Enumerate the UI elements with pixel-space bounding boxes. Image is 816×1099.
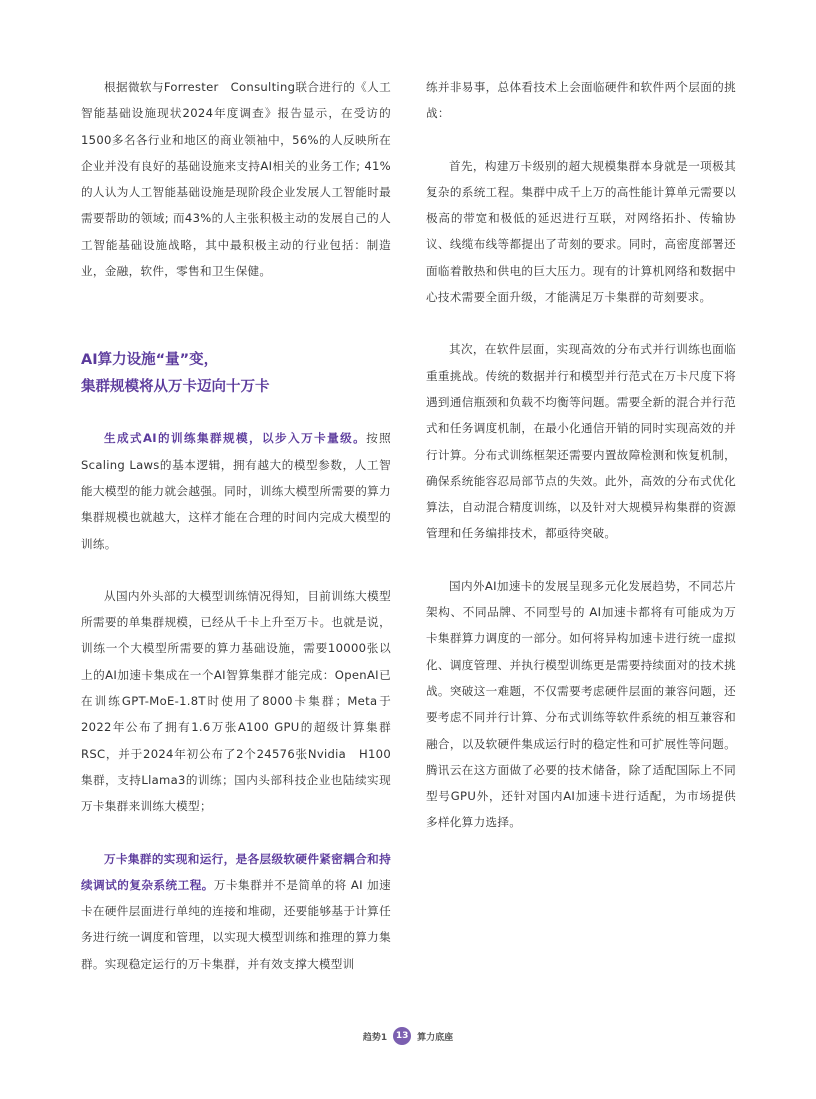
intro-paragraph: 根据微软与Forrester Consulting联合进行的《人工智能基础设施现状2024年度调查》报告显示，在受访的 1500多名各行业和地区的商业领袖中，56%的人反映所在企业并没有良好的基础设施来支持AI相关的业务工作; 41% 的人认为人工智能基础设施是现阶段企业发展人工智能时最需要帮助的领域; 而43%的人主张积极主动的发展自己的人工智能基础设施战略，其中最积极主动的行业包括：制造业，金融，软件，零售和卫生保健。 xyxy=(81,80,391,279)
scaling-highlight: 生成式AI的训练集群规模，以步入万卡量级。 xyxy=(104,431,367,446)
page-footer xyxy=(0,1027,816,1045)
footer-section: 趋势1 xyxy=(362,1032,388,1043)
right-column xyxy=(426,74,736,836)
software-challenge-paragraph: 其次，在软件层面，实现高效的分布式并行训练也面临重重挑战。传统的数据并行和模型并行范式在万卡尺度下将遇到通信瓶颈和负载不均衡等问题。需要全新的混合并行范式和任务调度机制，在最小化通信开销的同时实现高效的并行计算。分布式训练框架还需要内置故障检测和恢复机制，确保系统能容忍局部节点的失效。此外，高效的分布式优化算法，自动混合精度训练，以及针对大规模异构集群的资源管理和任务编排技术，都亟待突破。 xyxy=(426,342,736,541)
footer-title: 算力底座 xyxy=(417,1032,454,1043)
cluster-scale-paragraph: 从国内外头部的大模型训练情况得知，目前训练大模型所需要的单集群规模，已经从千卡上升至万卡。也就是说，训练一个大模型所需要的算力基础设施，需要10000张以上的AI加速卡集成在一个AI智算集群才能完成：OpenAI已在训练GPT-MoE-1.8T时使用了8000卡集群；Meta于2022年公布了拥有1.6万张A100 GPU的超级计算集群 RSC，并于2024年初公布了2个24576张Nvidia H100集群，支持Llama3的训练；国内头部科技企业也陆续实现万卡集群来训练大模型； xyxy=(81,588,391,814)
section-heading xyxy=(81,347,391,401)
section-heading-line2: 集群规模将从万卡迈向十万卡 xyxy=(81,379,270,396)
engineering-text: 万卡集群并不是简单的将 AI 加速卡在硬件层面进行单纯的连接和堆砌，还要能够基于计算任务进行统一调度和管理，以实现大模型训练和推理的算力集群。实现稳定运行的万卡集群，并有效支撑大模型训 xyxy=(81,877,391,971)
hardware-challenge-paragraph: 首先，构建万卡级别的超大规模集群本身就是一项极其复杂的系统工程。集群中成千上万的高性能计算单元需要以极高的带宽和极低的延迟进行互联，对网络拓扑、传输协议、线缆布线等都提出了苛刻的要求。同时，高密度部署还面临着散热和供电的巨大压力。现有的计算机网络和数据中心技术需要全面升级，才能满足万卡集群的苛刻要求。 xyxy=(426,158,736,305)
engineering-highlight: 万卡集群的实现和运行，是各层级软硬件紧密耦合和持续调试的复杂系统工程。 xyxy=(81,851,391,892)
scaling-paragraph xyxy=(81,425,391,556)
scaling-text: 按照Scaling Laws的基本逻辑，拥有越大的模型参数，人工智能大模型的能力就会越强。同时，训练大模型所需要的算力集群规模也就越大，这样才能在合理的时间内完成大模型的训练。 xyxy=(81,431,391,551)
engineering-paragraph xyxy=(81,846,391,977)
left-column xyxy=(81,74,391,977)
section-heading-line1: AI算力设施“量”变， xyxy=(81,352,219,369)
continuation-paragraph: 练并非易事，总体看技术上会面临硬件和软件两个层面的挑战： xyxy=(426,80,736,121)
heterogeneous-paragraph: 国内外AI加速卡的发展呈现多元化发展趋势，不同芯片架构、不同品牌、不同型号的 AI加速卡都将有可能成为万卡集群算力调度的一部分。如何将异构加速卡进行统一虚拟化、调度管理、并执行模型训练更是需要持续面对的技术挑战。突破这一难题，不仅需要考虑硬件层面的兼容问题，还要考虑不同并行计算、分布式训练等软件系统的相互兼容和融合，以及软硬件集成运行时的稳定性和可扩展性等问题。腾讯云在这方面做了必要的技术储备，除了适配国际上不同型号GPU外，还针对国内AI加速卡进行适配，为市场提供多样化算力选择。 xyxy=(426,578,736,830)
page-number-badge: 13 xyxy=(393,1027,411,1045)
